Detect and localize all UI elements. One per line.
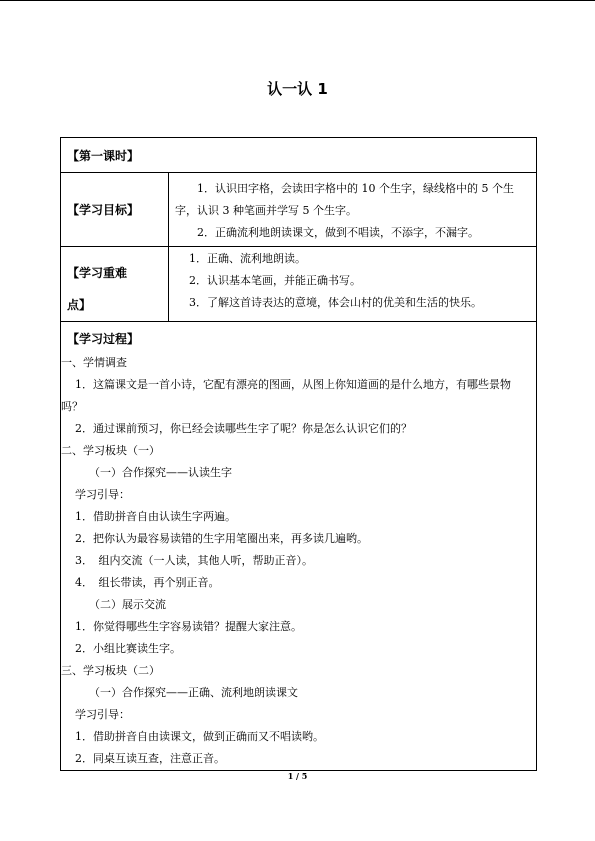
goals-item: 1．认识田字格，会读田字格中的 10 个生字，绿线格中的 5 个生字，认识 3 种笔画并学写 5 个生字。: [175, 182, 514, 217]
process-line: （二）展示交流: [89, 598, 166, 611]
page-title: 认一认 1: [267, 80, 328, 98]
process-line: 二、学习板块（一）: [61, 444, 160, 457]
process-line: 1．借助拼音自由认读生字两遍。: [75, 510, 236, 523]
process-line: （一）合作探究——正确、流利地朗读课文: [89, 686, 298, 699]
process-line: （一）合作探究——认读生字: [89, 466, 232, 479]
process-label: 【学习过程】: [67, 332, 140, 346]
key-points-label-cell: [61, 247, 169, 322]
lesson-header: 【第一课时】: [67, 148, 140, 163]
process-line: 三、学习板块（二）: [61, 664, 160, 677]
process-line: 学习引导：: [75, 488, 130, 501]
goals-content-cell: [169, 173, 537, 247]
process-line: 1．这篇课文是一首小诗，它配有漂亮的图画，从图上你知道画的是什么地方，有哪些景物吗？: [61, 378, 511, 413]
process-line: 3． 组内交流（一人读，其他人听，帮助正音）。: [75, 554, 313, 567]
goals-label-cell: [61, 173, 169, 247]
key-points-item: 3．了解这首诗表达的意境，体会山村的优美和生活的快乐。: [189, 296, 482, 309]
process-line: 4． 组长带读，再个别正音。: [75, 576, 220, 589]
key-points-item: 1．正确、流利地朗读。: [189, 252, 306, 265]
process-line: 1．借助拼音自由读课文，做到正确而又不唱读哟。: [75, 730, 324, 743]
key-points-item: 2．认识基本笔画，并能正确书写。: [189, 274, 361, 287]
process-line: 2．把你认为最容易读错的生字用笔圈出来，再多读几遍哟。: [75, 532, 368, 545]
process-line: 学习引导：: [75, 708, 130, 721]
key-points-content-cell: [169, 247, 537, 322]
process-line: 2．小组比赛读生字。: [75, 642, 181, 655]
goals-label: 【学习目标】: [67, 203, 140, 217]
page-number: 1 / 5: [287, 771, 308, 781]
key-points-label: 【学习重难点】: [67, 266, 128, 312]
process-cell: [61, 322, 537, 771]
process-line: 1．你觉得哪些生字容易读错？提醒大家注意。: [75, 620, 302, 633]
process-line: 2．通过课前预习，你已经会读哪些生字了呢？你是怎么认识它们的？: [75, 422, 412, 435]
page-top-rule: [0, 0, 595, 1]
process-line: 一、学情调查: [61, 356, 127, 369]
lesson-plan-table: [60, 137, 537, 771]
lesson-header-cell: [61, 138, 537, 173]
goals-item: 2．正确流利地朗读课文，做到不唱读，不添字，不漏字。: [197, 226, 479, 239]
process-line: 2．同桌互读互查，注意正音。: [75, 752, 225, 765]
